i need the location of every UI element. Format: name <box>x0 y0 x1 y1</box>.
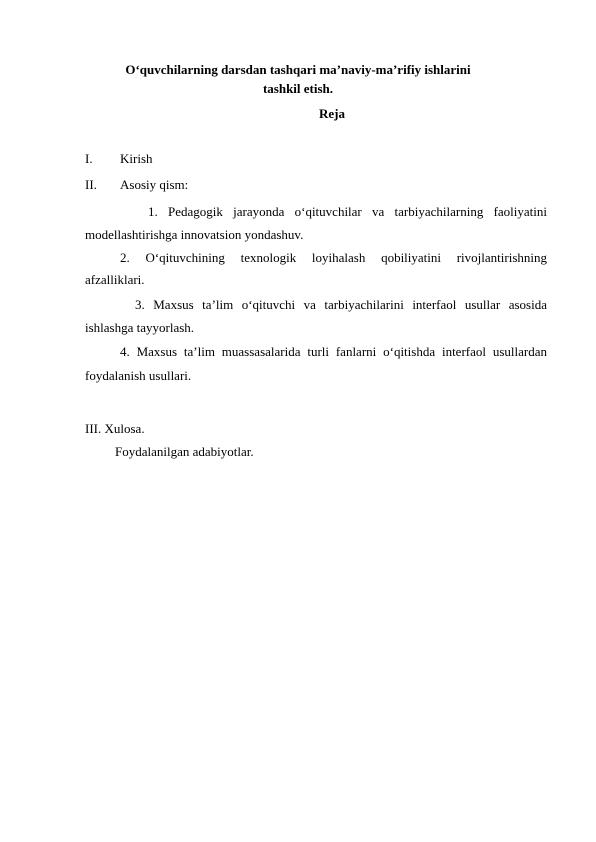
item-1-line-2: modellashtirishga innovatsion yondashuv. <box>85 227 304 242</box>
conclusion-heading: III. Xulosa. <box>85 421 145 436</box>
item-2-line-1: 2. O‘qituvchining texnologik loyihalash qobiliyatini rivojlantirishning <box>120 250 547 265</box>
section-title-1: Kirish <box>120 151 153 166</box>
item-4-line-2: foydalanish usullari. <box>85 368 192 383</box>
item-3-line-2: ishlashga tayyorlash. <box>85 320 195 335</box>
item-4-line-1: 4. Maxsus ta’lim muassasalarida turli fanlarni o‘qitishda interfaol usullardan <box>120 344 547 359</box>
title-line-1: O‘quvchilarning darsdan tashqari ma’naviy-ma’rifiy ishlarini <box>125 62 471 77</box>
item-1-line-1: 1. Pedagogik jarayonda o‘qituvchilar va tarbiyachilarning faoliyatini <box>148 204 547 219</box>
section-title-2: Asosiy qism: <box>120 177 189 192</box>
title-line-2: tashkil etish. <box>262 81 334 96</box>
references-heading: Foydalanilgan adabiyotlar. <box>115 444 254 459</box>
item-2-line-2: afzalliklari. <box>85 272 145 287</box>
section-numeral-2: II. <box>85 177 97 192</box>
item-3-line-1: 3. Maxsus ta’lim o‘qituvchi va tarbiyachilarini interfaol usullar asosida <box>135 297 547 312</box>
section-numeral-1: I. <box>85 151 93 166</box>
plan-heading: Reja <box>319 106 345 121</box>
